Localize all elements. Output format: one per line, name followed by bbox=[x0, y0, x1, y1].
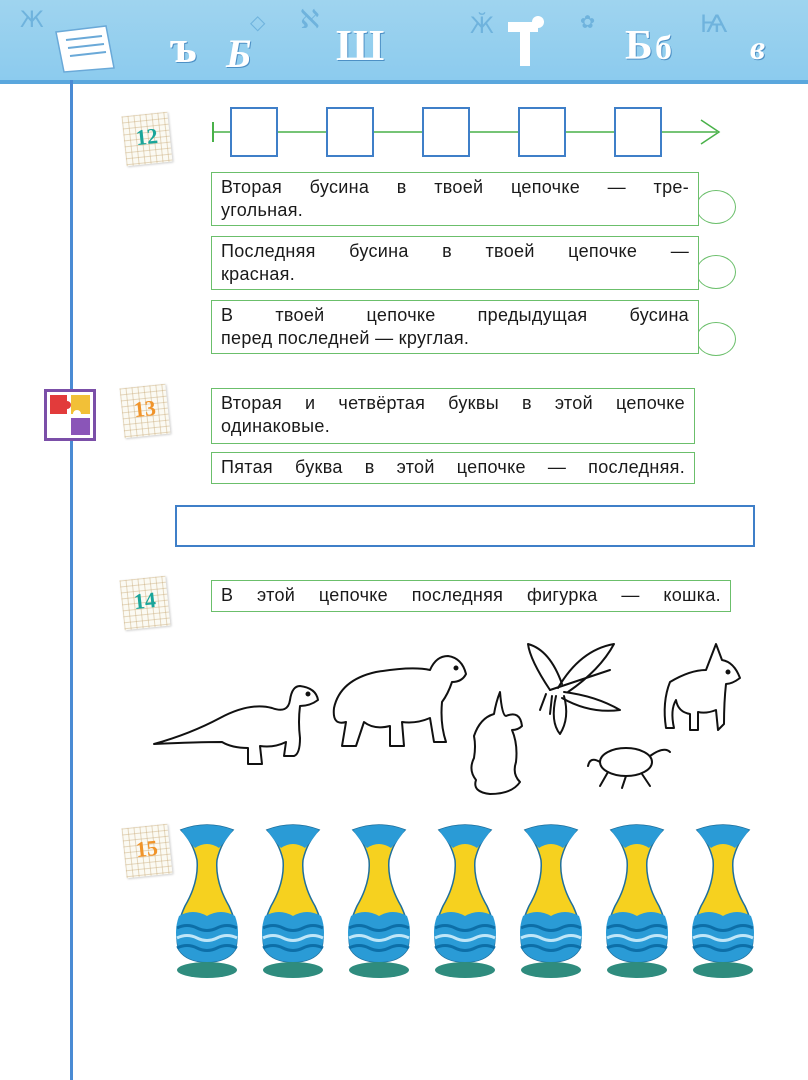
rabbit-figure bbox=[471, 692, 522, 794]
statement-box: В этой цепочке последняя фигурка — кошка. bbox=[211, 580, 731, 612]
task-number: 15 bbox=[122, 824, 173, 879]
answer-oval[interactable] bbox=[696, 255, 736, 289]
decor-letter: б bbox=[655, 30, 672, 67]
bead-slot bbox=[519, 108, 565, 156]
task-number: 14 bbox=[120, 576, 171, 631]
answer-oval[interactable] bbox=[696, 190, 736, 224]
decor-letter: Ш bbox=[336, 21, 385, 70]
vase bbox=[348, 825, 410, 978]
animal-figures bbox=[150, 630, 750, 810]
statement-box: Последняя бусина в твоей цепочке — красная. bbox=[211, 236, 699, 290]
statement-box: Вторая бусина в твоей цепочке — тре- угольная. bbox=[211, 172, 699, 226]
bead-slot bbox=[615, 108, 661, 156]
task-number: 13 bbox=[120, 384, 171, 439]
decor-symbol: ◇ bbox=[250, 10, 266, 34]
bear-figure bbox=[334, 656, 466, 746]
notebook-icon bbox=[50, 24, 120, 74]
figure-icon bbox=[500, 14, 550, 74]
statement-box: Вторая и четвёртая буквы в этой цепочке одинаковые. bbox=[211, 388, 695, 444]
vase-row bbox=[170, 820, 760, 990]
vase bbox=[520, 825, 582, 978]
decor-symbol: Ӂ bbox=[470, 14, 494, 39]
puzzle-icon bbox=[44, 389, 96, 441]
answer-oval[interactable] bbox=[696, 322, 736, 356]
bead-chain bbox=[205, 104, 730, 162]
decor-symbol: ✿ bbox=[580, 12, 596, 33]
vase bbox=[692, 825, 754, 978]
dinosaur-figure bbox=[154, 686, 318, 764]
dragonfly-figure bbox=[528, 644, 620, 734]
decor-symbol: Ѩ bbox=[700, 10, 728, 38]
decor-letter: в bbox=[750, 30, 766, 67]
decor-letter: Б bbox=[625, 23, 653, 69]
bead-slot bbox=[231, 108, 277, 156]
margin-line bbox=[70, 80, 73, 1080]
vase bbox=[606, 825, 668, 978]
decorative-header bbox=[0, 0, 808, 84]
statement-box: В твоей цепочке предыдущая бусина перед последней — круглая. bbox=[211, 300, 699, 354]
decor-letter: ъ bbox=[170, 21, 197, 72]
bead-slot bbox=[327, 108, 373, 156]
bead-slot bbox=[423, 108, 469, 156]
task-number: 12 bbox=[122, 112, 173, 167]
vase bbox=[434, 825, 496, 978]
letter-answer-field[interactable] bbox=[175, 505, 755, 547]
decor-letter: Б bbox=[226, 31, 252, 76]
statement-box: Пятая буква в этой цепочке — последняя. bbox=[211, 452, 695, 484]
vase bbox=[176, 825, 238, 978]
decor-symbol: ℵ bbox=[300, 5, 320, 35]
wolf-figure bbox=[665, 644, 740, 730]
decor-symbol: Ж bbox=[20, 8, 44, 33]
beetle-figure bbox=[588, 748, 670, 788]
vase bbox=[262, 825, 324, 978]
